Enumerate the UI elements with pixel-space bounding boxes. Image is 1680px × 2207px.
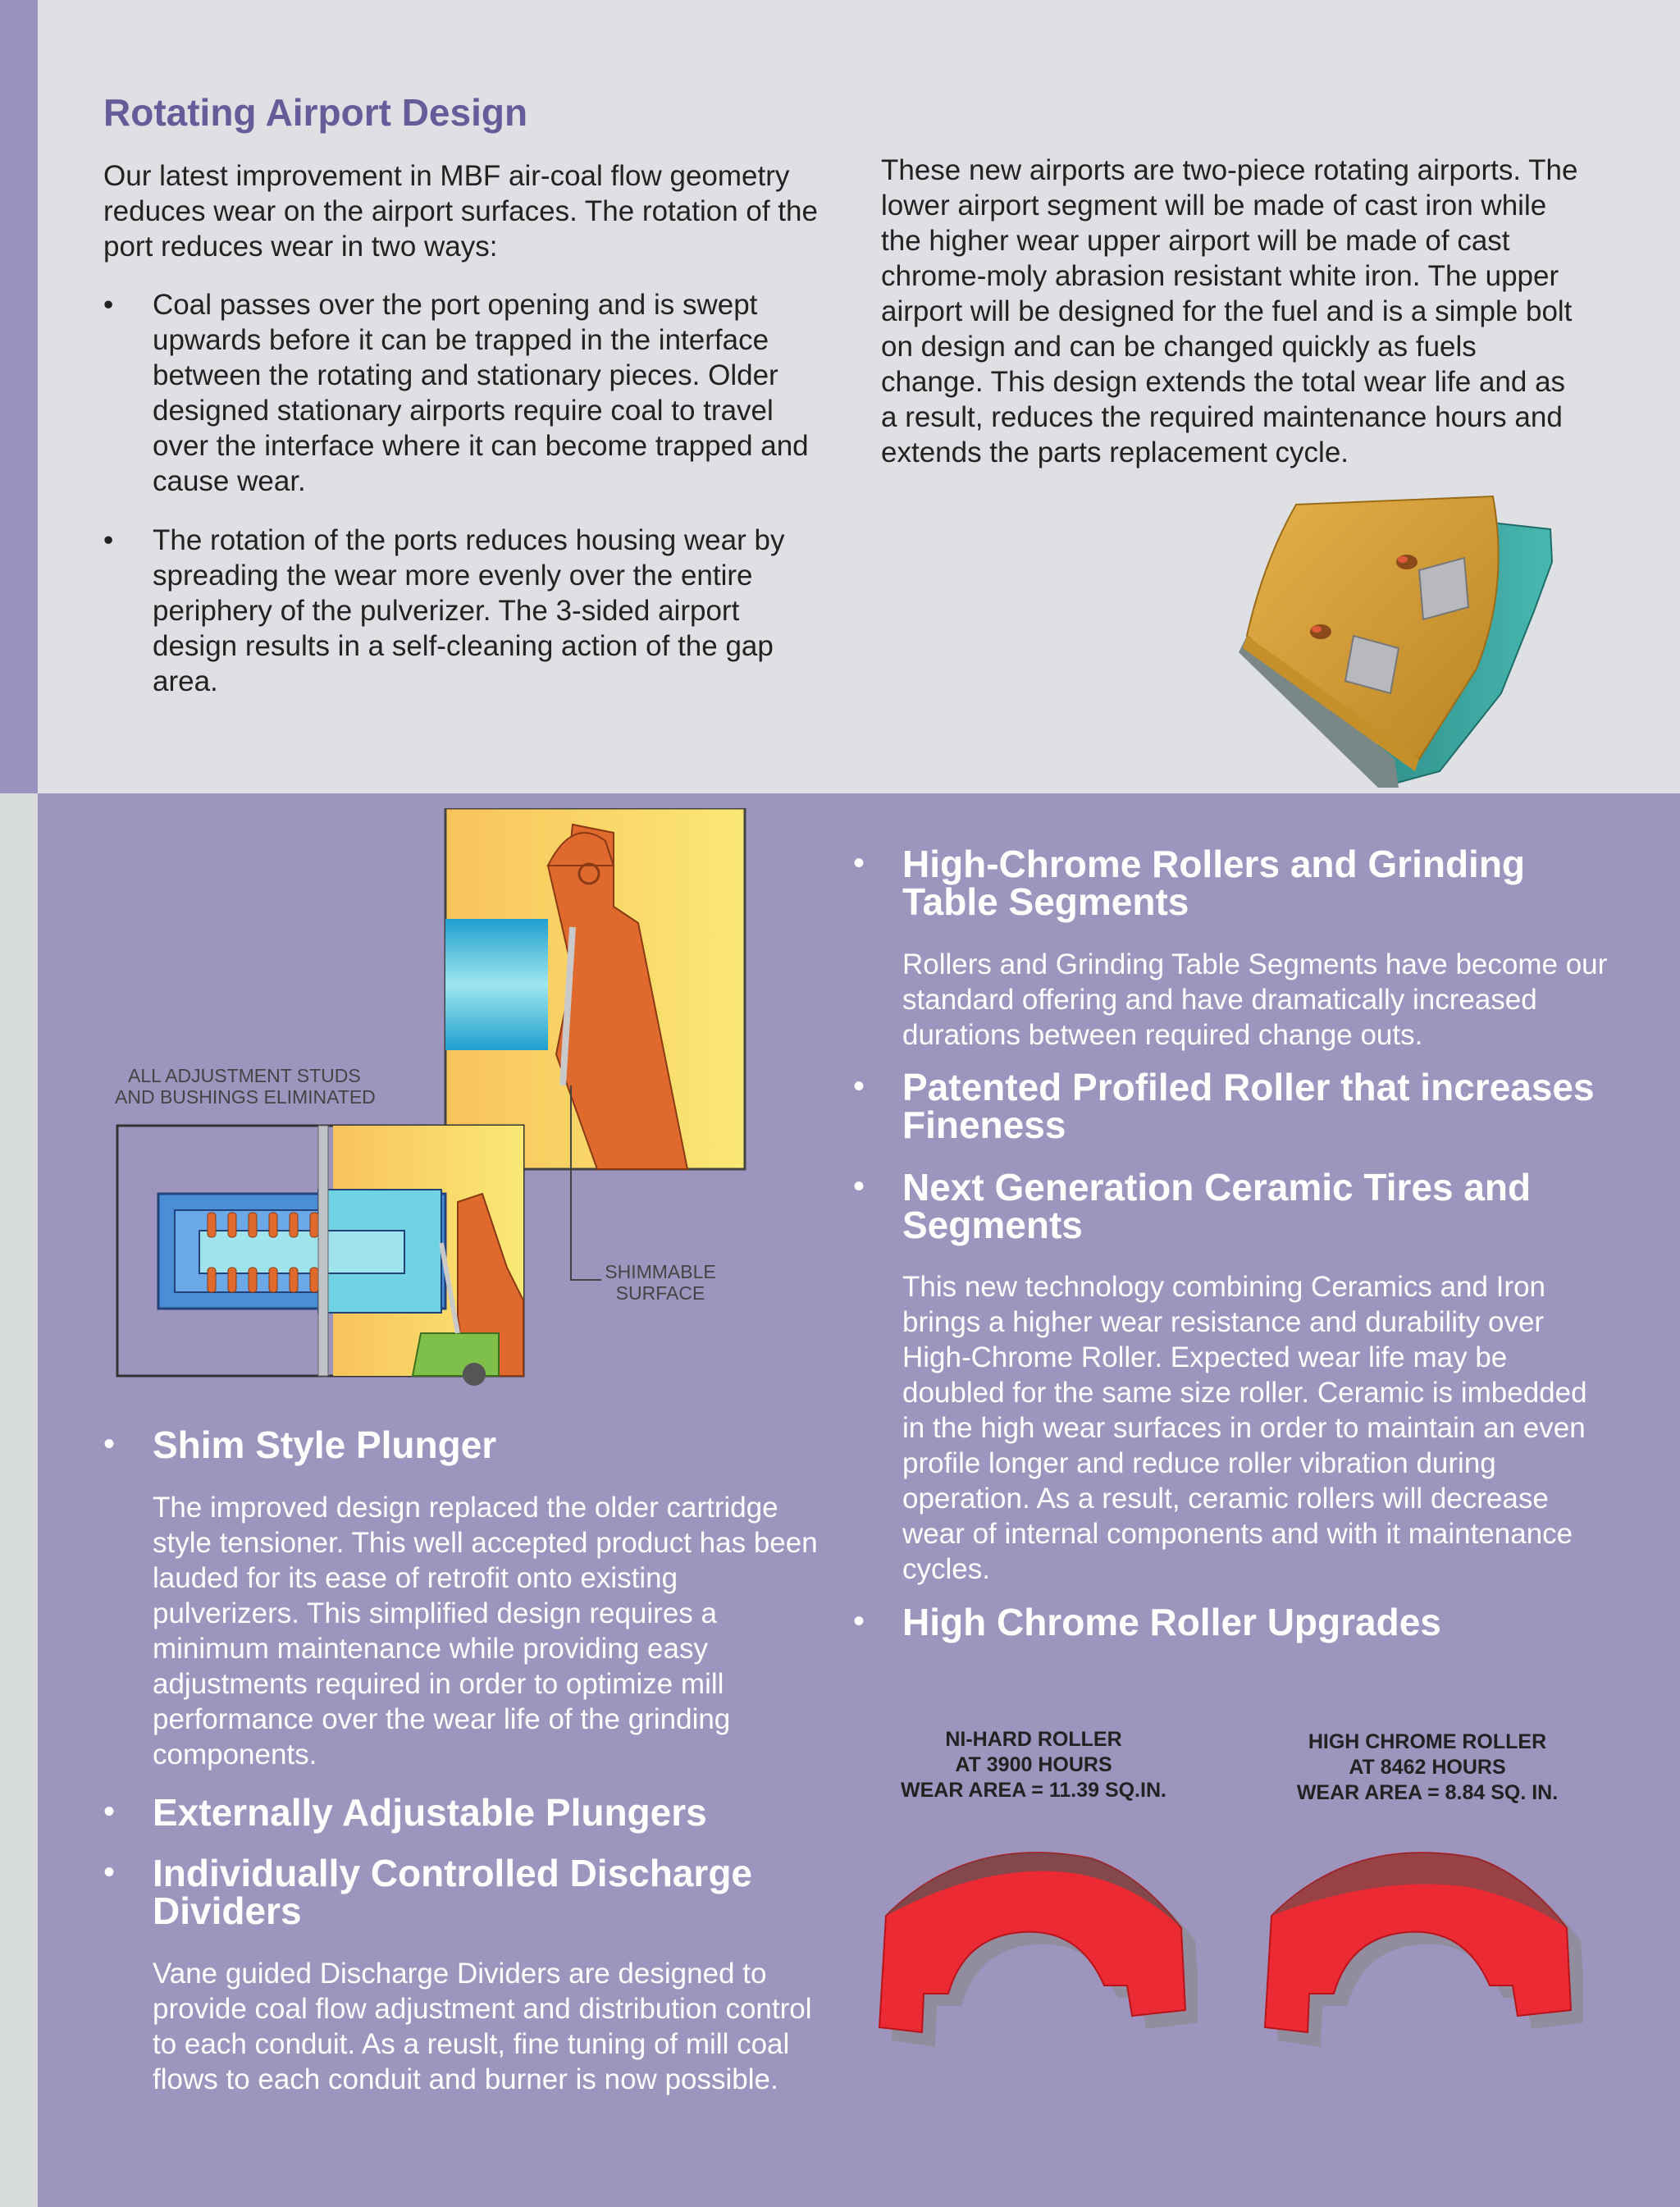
profiled-roller-heading: Patented Profiled Roller that increases Fineness [902,1066,1595,1146]
shim-plunger-bullet [103,1423,825,1466]
bullet-marker: • [103,1793,116,1830]
airport-description: These new airports are two-piece rotating airports. The lower airport segment will be made of cast iron while the higher wear upper airport will be made of cast chrome-moly abrasion resistant white iron. The upper airport will be designed for the fuel and is a simple bolt on design and can be changed quickly as fuels change. This design extends the total wear life and as a result, reduces the required maintenance hours and extends the parts replacement cycle. [881,154,1578,468]
bullet-marker: • [853,1068,865,1104]
shim-label-line: SHIMMABLE [605,1261,716,1282]
studs-label [115,1065,376,1108]
bullet-marker: • [103,1854,116,1890]
high-chrome-heading: High-Chrome Rollers and Grinding Table Segments [902,843,1526,923]
highchrome-line: HIGH CHROME ROLLER [1308,1730,1547,1753]
ceramic-tires-heading: Next Generation Ceramic Tires and Segments [902,1166,1532,1246]
nihard-line: AT 3900 HOURS [955,1753,1112,1776]
high-chrome-bullet [853,845,1608,921]
shim-plunger-text: The improved design replaced the older cartridge style tensioner. This well accepted product has been lauded for its ease of retrofit onto existing pulverizers. This simplified design requires a minimum maintenance while providing easy adjustments required in order to optimize mill performance over the wear life of the grinding components. [153,1492,818,1771]
highchrome-roller-label [1263,1730,1591,1806]
studs-label-line: AND BUSHINGS ELIMINATED [115,1086,376,1108]
ceramic-tires-text: This new technology combining Ceramics and Iron brings a higher wear resistance and durability over High-Chrome Roller. Expected wear life may be doubled for the same size roller. Ceramic is imbedded in the high wear surfaces in order to maintain an even profile longer and reduce roller vibration during operation. As a result, ceramic rollers will decrease wear of internal components and with it maintenance cycles. [902,1271,1587,1585]
bullet-marker: • [103,1426,116,1462]
shim-label-line: SURFACE [615,1282,705,1304]
profiled-roller-bullet [853,1068,1608,1144]
bullet-marker: • [103,289,114,321]
highchrome-roller-image [1255,1842,1583,2055]
nihard-line: NI-HARD ROLLER [945,1728,1122,1751]
bullet-marker: • [853,1168,865,1204]
roller-upgrades-heading: High Chrome Roller Upgrades [902,1601,1441,1643]
external-plungers-bullet [103,1791,825,1834]
nihard-roller-label [870,1727,1198,1803]
left-accent-strip [0,0,38,793]
nihard-line: WEAR AREA = 11.39 SQ.IN. [901,1779,1166,1802]
studs-label-line: ALL ADJUSTMENT STUDS [128,1065,361,1086]
top-bullet-text: The rotation of the ports reduces housing wear by spreading the wear more evenly over the entire periphery of the pulverizer. The 3-sided airport design results in a self-cleaning action of the gap area. [153,524,785,697]
discharge-dividers-heading: Individually Controlled Discharge Dividers [153,1852,753,1932]
roller-upgrades-bullet [853,1603,1608,1641]
airport-part-image [1230,488,1559,792]
highchrome-line: WEAR AREA = 8.84 SQ. IN. [1296,1781,1559,1804]
nihard-roller-image [870,1842,1198,2055]
discharge-dividers-text: Vane guided Discharge Dividers are designed to provide coal flow adjustment and distribution control to each conduit. As a reuslt, fine tuning of mill coal flows to each conduit and burner is now possible. [153,1958,812,2095]
section-title: Rotating Airport Design [103,91,528,134]
external-plungers-heading: Externally Adjustable Plungers [153,1791,707,1834]
bullet-marker: • [103,524,114,556]
ceramic-tires-bullet [853,1168,1608,1244]
discharge-dividers-bullet [103,1854,825,1930]
shim-plunger-heading: Shim Style Plunger [153,1423,497,1466]
top-bullet-text: Coal passes over the port opening and is swept upwards before it can be trapped in the interface between the rotating and stationary pieces. Older designed stationary airports require coal to travel over the interface where it can become trapped and cause wear. [153,289,809,497]
bullet-marker: • [853,845,865,881]
high-chrome-text: Rollers and Grinding Table Segments have become our standard offering and have dramatically increased durations between required change outs. [902,948,1608,1051]
bullet-marker: • [853,1603,865,1639]
highchrome-line: AT 8462 HOURS [1349,1756,1506,1779]
bottom-left-strip [0,793,38,2207]
shimmable-label [603,1261,718,1304]
intro-paragraph: Our latest improvement in MBF air-coal flow geometry reduces wear on the airport surfaces. The rotation of the port reduces wear in two ways: [103,160,818,263]
